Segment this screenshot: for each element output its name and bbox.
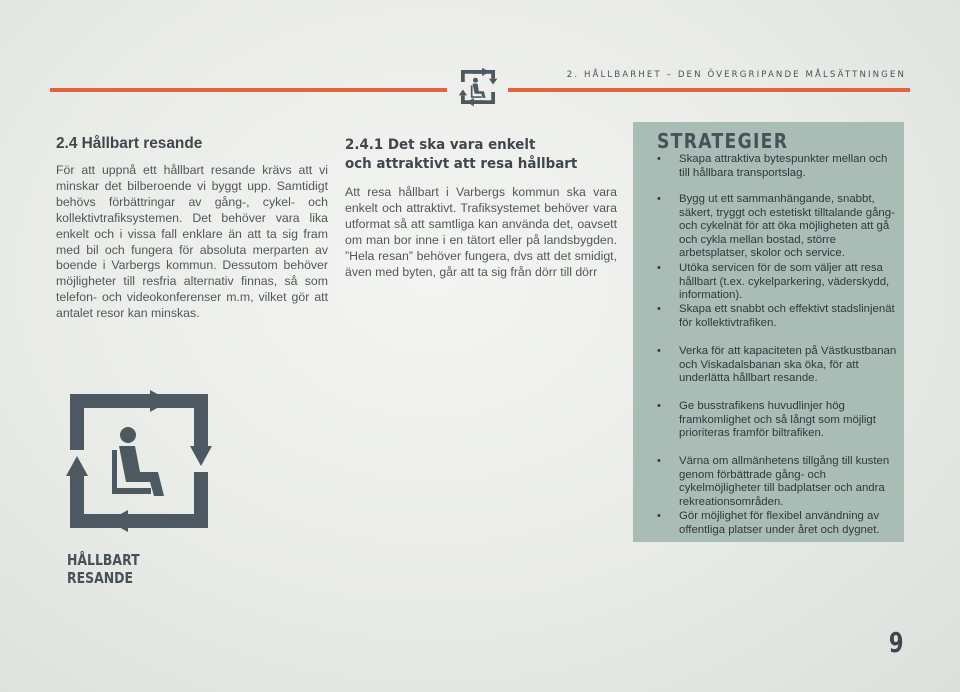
subsection-title-line1: 2.4.1 Det ska vara enkelt — [345, 136, 536, 153]
bullet-icon: • — [657, 510, 661, 522]
strategy-item: • Skapa attraktiva bytespunkter mellan och till hållbara transportslag. — [657, 153, 888, 179]
chapter-title: 2. HÅLLBARHET – DEN ÖVERGRIPANDE MÅLSÄTTNINGEN — [566, 70, 906, 80]
subsection-body: Att resa hållbart i Varbergs kommun ska vara enkelt och attraktivt. Trafiksystemet behöver vara utformat så att samtliga kan använda det, oavsett om man bor inne i en tätort eller på landsbygden. ”Hela resan” behöver fungera, dvs att det smidigt, även med byten, går att ta sig från dörr till dörr — [345, 185, 617, 279]
strategy-item: • Utöka servicen för de som väljer att resa hållbart (t.ex. cykelparkering, väderskydd, information). — [657, 262, 890, 302]
bullet-icon: • — [657, 455, 661, 467]
strategy-heading: STRATEGIER — [657, 129, 789, 153]
bullet-icon: • — [657, 400, 661, 412]
subsection-title-line2: och attraktivt att resa hållbart — [345, 155, 578, 172]
bullet-icon: • — [657, 303, 661, 315]
section-column — [56, 135, 328, 322]
section-body: För att uppnå ett hållbart resande krävs att vi minskar det bilberoende vi byggt upp. Samtidigt behövs förbättringar av gång-, cykel- och kollektivtrafiksystemen. Det behöver vara lika enkelt och i vissa fall enklare än att ta sig fram med bil och fungera för absoluta merparten av boende i Varbergs kommun. Dessutom behöver möjligheter till resfria alternativ finnas, så som telefon- och videokonferenser m.m, vilket gör att antalet resor kan minskas. — [56, 163, 328, 321]
bullet-icon: • — [657, 193, 661, 205]
strategy-item: • Värna om allmänhetens tillgång till kusten genom förbättrade gång- och cykelmöjligheter till badplatser och andra rekreationsområden. — [657, 455, 890, 508]
page-number: 9 — [888, 626, 903, 659]
section-title: 2.4 Hållbart resande — [56, 135, 203, 152]
logo-label — [67, 551, 140, 587]
bullet-icon: • — [657, 153, 661, 165]
subsection-column — [345, 135, 617, 280]
strategy-item: • Ge busstrafikens huvudlinjer hög framkomlighet och så långt som möjligt prioriteras framför biltrafiken. — [657, 400, 876, 440]
strategy-item: • Skapa ett snabbt och effektivt stadslinjenät för kollektivtrafiken. — [657, 303, 895, 329]
sustainable-travel-icon — [66, 390, 212, 532]
header-rule-right — [508, 88, 910, 92]
header-rule-left — [50, 88, 447, 92]
logo-label-line1: HÅLLBART — [67, 551, 140, 569]
sustainable-travel-small-icon — [457, 66, 499, 108]
strategy-item: • Verka för att kapaciteten på Västkustbanan och Viskadalsbanan ska öka, för att underlätta hållbart resande. — [657, 345, 897, 385]
subsection-title — [345, 135, 612, 173]
strategy-item: • Bygg ut ett sammanhängande, snabbt, säkert, tryggt och estetiskt tilltalande gång- och cykelnät för att öka möjligheten att gå och cykla mellan bostad, större arbetsplatser, skolor och service. — [657, 193, 895, 260]
logo-label-line2: RESANDE — [67, 569, 133, 587]
strategy-item: • Gör möjlighet för flexibel användning av offentliga platser under året och dygnet. — [657, 510, 880, 536]
bullet-icon: • — [657, 262, 661, 274]
bullet-icon: • — [657, 345, 661, 357]
